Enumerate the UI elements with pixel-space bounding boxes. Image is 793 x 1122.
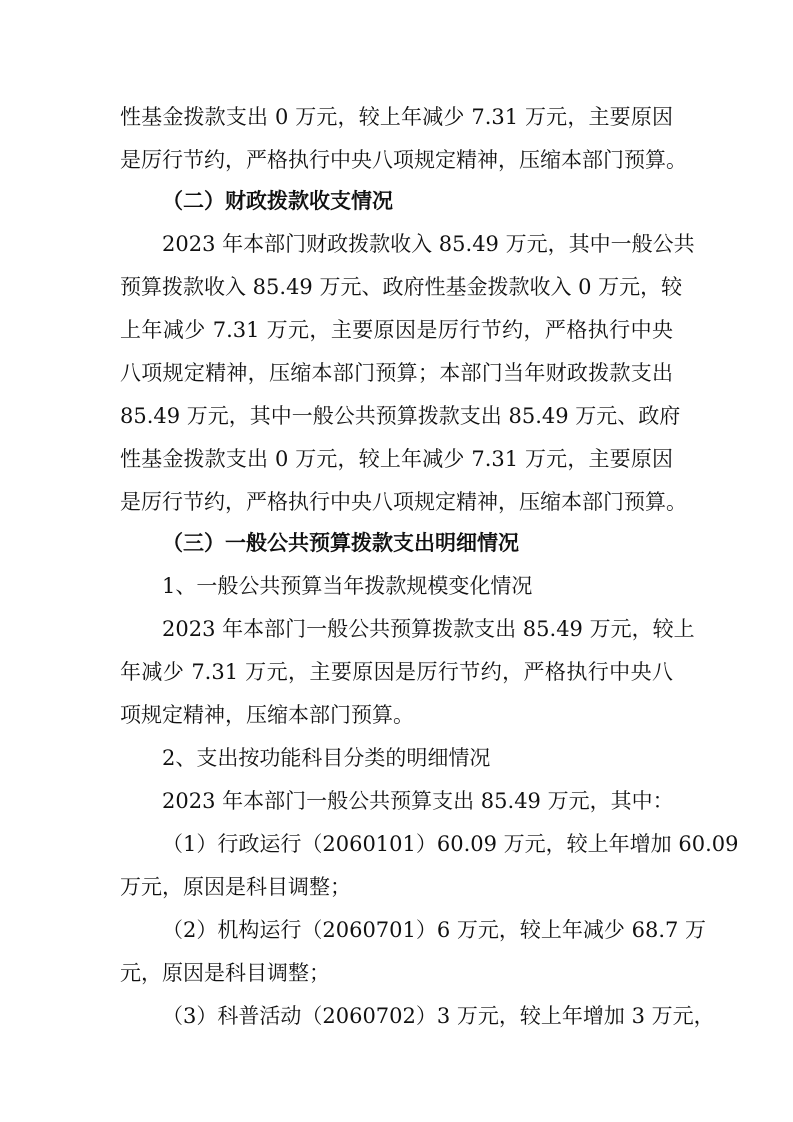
section-heading: （三）一般公共预算拨款支出明细情况: [162, 530, 519, 555]
text-line: 性基金拨款支出 0 万元，较上年减少 7.31 万元，主要原因: [120, 447, 673, 471]
text-line: 性基金拨款支出 0 万元，较上年减少 7.31 万元，主要原因: [120, 105, 673, 129]
text-line: 是厉行节约，严格执行中央八项规定精神，压缩本部门预算。: [120, 490, 687, 514]
list-item-line: （1）行政运行（2060101）60.09 万元，较上年增加 60.09: [162, 832, 739, 856]
subsection-heading: 1、一般公共预算当年拨款规模变化情况: [162, 574, 533, 598]
text-line: 八项规定精神，压缩本部门预算；本部门当年财政拨款支出: [120, 361, 673, 385]
text-line: 年减少 7.31 万元，主要原因是厉行节约，严格执行中央八: [120, 660, 673, 684]
text-line: 预算拨款收入 85.49 万元、政府性基金拨款收入 0 万元，较: [120, 275, 683, 299]
text-line: 上年减少 7.31 万元，主要原因是厉行节约，严格执行中央: [120, 318, 673, 342]
subsection-heading: 2、支出按功能科目分类的明细情况: [162, 746, 491, 770]
text-line: 2023 年本部门一般公共预算支出 85.49 万元，其中：: [162, 789, 674, 813]
text-line: 项规定精神，压缩本部门预算。: [120, 703, 414, 727]
section-heading: （二）财政拨款收支情况: [162, 188, 393, 213]
text-line: 是厉行节约，严格执行中央八项规定精神，压缩本部门预算。: [120, 148, 687, 172]
list-item-line: 万元，原因是科目调整；: [120, 875, 351, 899]
text-line: 2023 年本部门一般公共预算拨款支出 85.49 万元，较上: [162, 617, 695, 641]
text-line: 85.49 万元，其中一般公共预算拨款支出 85.49 万元、政府: [120, 404, 681, 428]
list-item-line: （3）科普活动（2060702）3 万元，较上年增加 3 万元，: [162, 1004, 715, 1028]
text-line: 2023 年本部门财政拨款收入 85.49 万元，其中一般公共: [162, 232, 695, 256]
list-item-line: （2）机构运行（2060701）6 万元，较上年减少 68.7 万: [162, 918, 707, 942]
list-item-line: 元，原因是科目调整；: [120, 961, 330, 985]
